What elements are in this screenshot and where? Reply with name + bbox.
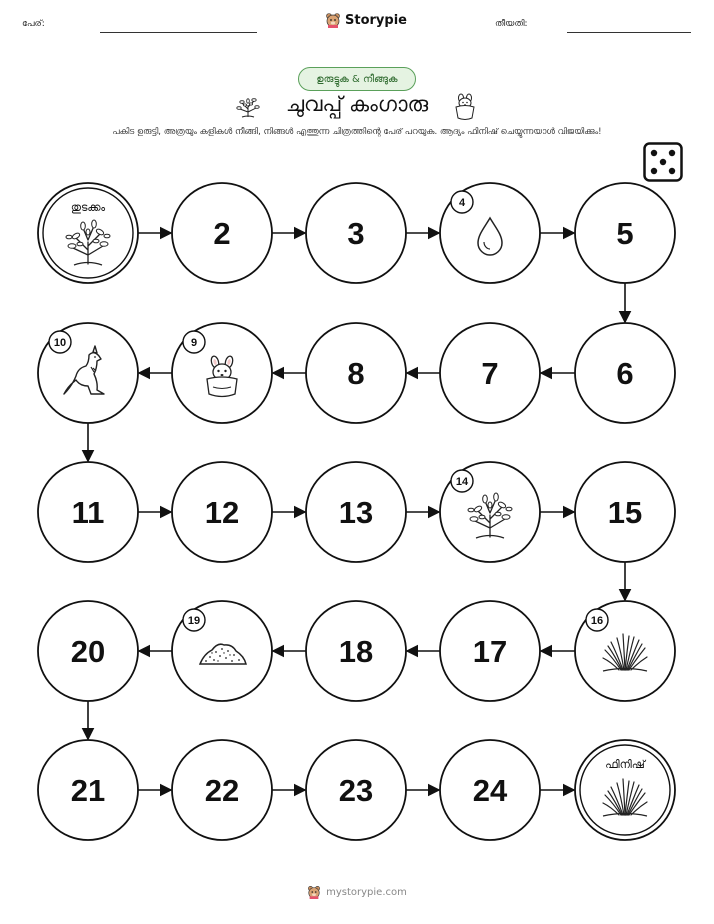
board-space-7[interactable] (440, 323, 540, 423)
space-number: 22 (204, 773, 240, 808)
space-number-badge: 10 (53, 337, 67, 349)
finish-label: ഫിനിഷ് (605, 758, 645, 771)
board-space-22[interactable] (172, 740, 272, 840)
board-space-10[interactable] (38, 323, 138, 423)
space-number: 5 (616, 216, 634, 251)
board-space-2[interactable] (172, 183, 272, 283)
footer (0, 885, 714, 899)
space-number-badge: 16 (590, 615, 604, 627)
board-cells (38, 183, 675, 840)
instructions: പകിട ഉരുട്ടി, അത്രയും കളികൾ നീങ്ങി, നിങ്ങൾ എത്തുന്ന ചിത്രത്തിന്റെ പേര് പറയുക. ആദ്യം ഫിനിഷ് ചെയ്യുന്നയാൾ വിജയിക്കും! (112, 127, 602, 137)
board-space-23[interactable] (306, 740, 406, 840)
board-space-25[interactable] (575, 740, 675, 840)
space-number: 3 (347, 216, 365, 251)
space-number: 8 (347, 356, 365, 391)
board-space-14[interactable] (440, 462, 540, 562)
space-number-badge: 19 (187, 615, 201, 627)
space-number-badge: 9 (190, 337, 198, 349)
space-number: 24 (472, 773, 508, 808)
space-number: 2 (213, 216, 231, 251)
space-number: 12 (204, 495, 240, 530)
bear-mascot-icon (307, 885, 321, 899)
board-space-3[interactable] (306, 183, 406, 283)
space-number: 21 (70, 773, 106, 808)
date-label: തീയതി: (495, 19, 528, 29)
page-title: ചുവപ്പ് കംഗാരു (285, 92, 429, 116)
board-space-20[interactable] (38, 601, 138, 701)
space-number: 6 (616, 356, 634, 391)
start-label: തുടക്കം (70, 201, 106, 214)
name-label: പേര്: (22, 19, 45, 29)
board-space-24[interactable] (440, 740, 540, 840)
space-number-badge: 4 (458, 197, 466, 209)
board-space-11[interactable] (38, 462, 138, 562)
board-space-17[interactable] (440, 601, 540, 701)
space-number: 17 (472, 634, 508, 669)
board-space-15[interactable] (575, 462, 675, 562)
space-number: 13 (338, 495, 374, 530)
board-space-6[interactable] (575, 323, 675, 423)
board-space-1[interactable] (38, 183, 138, 283)
footer-site: mystorypie.com (326, 886, 407, 898)
board-space-21[interactable] (38, 740, 138, 840)
board-space-19[interactable] (172, 601, 272, 701)
board-space-8[interactable] (306, 323, 406, 423)
board-space-18[interactable] (306, 601, 406, 701)
board-space-9[interactable] (172, 323, 272, 423)
space-number: 18 (338, 634, 374, 669)
game-type-badge: ഉരുട്ടുക & നീങ്ങുക (298, 67, 416, 91)
space-number: 20 (70, 634, 106, 669)
space-number-badge: 14 (455, 476, 469, 488)
space-number: 15 (607, 495, 643, 530)
space-number: 7 (481, 356, 499, 391)
board-space-4[interactable] (440, 183, 540, 283)
board-space-16[interactable] (575, 601, 675, 701)
board-space-5[interactable] (575, 183, 675, 283)
space-number: 23 (338, 773, 374, 808)
brand-name: Storypie (345, 12, 407, 28)
board-space-13[interactable] (306, 462, 406, 562)
board-space-12[interactable] (172, 462, 272, 562)
space-number: 11 (71, 495, 105, 530)
